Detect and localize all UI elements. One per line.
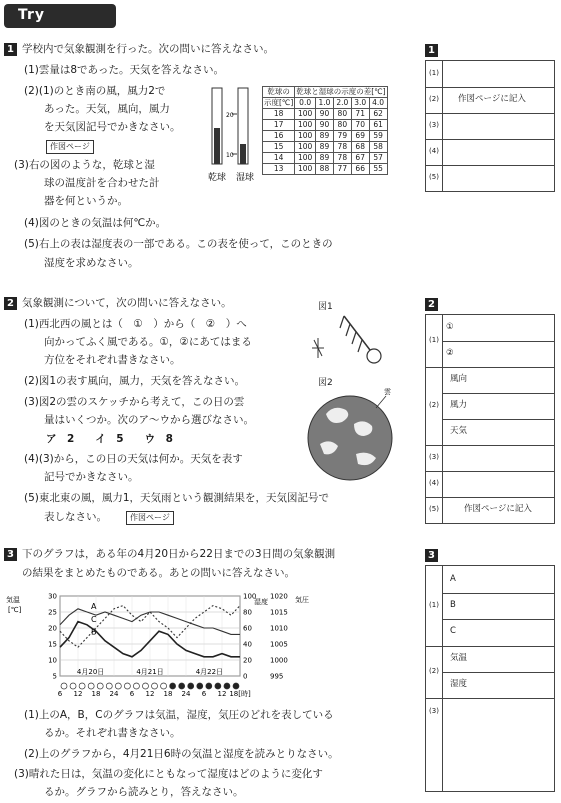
table-row <box>263 120 388 131</box>
date-label: 4月21日 <box>136 668 164 676</box>
table-col: 1.0 <box>316 98 334 109</box>
mid-tick-label: 0 <box>243 672 248 681</box>
mid-tick-label: 100 <box>243 592 257 601</box>
table-col: 4.0 <box>369 98 387 109</box>
series-C-label: C <box>91 614 97 624</box>
q1-item-2c: を天気図記号でかきなさい。 <box>44 121 181 133</box>
table-cell: 88 <box>316 164 334 175</box>
q2-item-5b: 表しなさい。 <box>44 511 107 523</box>
table-col: 0.0 <box>295 98 316 109</box>
answer1-number: 1 <box>425 44 438 57</box>
table-cell: 100 <box>295 131 316 142</box>
table-cell: 100 <box>295 120 316 131</box>
table-cell: 69 <box>351 131 369 142</box>
table-cell: 14 <box>263 153 295 164</box>
q2-number: 2 <box>4 297 17 310</box>
table-cell: 89 <box>316 142 334 153</box>
right-tick-label: 1015 <box>270 608 288 617</box>
wet-bulb-label: 湿球 <box>236 173 255 183</box>
table-cell: 100 <box>295 142 316 153</box>
q1-item-4: (4)図のときの気温は何℃か。 <box>24 217 167 229</box>
table-row <box>263 153 388 164</box>
table-row <box>263 164 388 175</box>
banner-title: Try <box>18 7 46 23</box>
q2-item-4a: (4)(3)から，この日の天気は何か。天気を表す <box>24 453 243 465</box>
weather-symbol <box>161 683 167 689</box>
weather-symbol <box>188 683 194 689</box>
q2-item-1b: 向かってふく風である。①，②にあてはまる <box>44 336 252 348</box>
q1-intro: 学校内で気象観測を行った。次の問いに答えなさい。 <box>22 43 274 55</box>
table-col: 2.0 <box>333 98 351 109</box>
dry-bulb-label: 乾球 <box>208 173 227 183</box>
table-cell: 70 <box>351 120 369 131</box>
left-tick-label: 20 <box>48 624 57 633</box>
table-cell: 79 <box>333 131 351 142</box>
table-row <box>263 142 388 153</box>
left-tick-label: 30 <box>48 592 57 601</box>
table-header-unit: 示度[℃] <box>264 98 294 107</box>
q1-item-1: (1)雲量は8であった。天気を答えなさい。 <box>24 64 224 76</box>
wet-bulb-mercury <box>240 144 246 164</box>
mid-tick-label: 80 <box>243 608 252 617</box>
right-tick-label: 995 <box>270 672 284 681</box>
table-cell: 100 <box>295 153 316 164</box>
mid-tick-label: 60 <box>243 624 252 633</box>
answer2-box: (1) ① ② (2) 風向 風力 天気 (3) (4) (5) 作図ページに記入 <box>425 314 555 524</box>
series-A-label: A <box>91 602 97 611</box>
x-tick-label: 12 <box>217 690 227 698</box>
q1-item-2a: (2)(1)のとき南の風，風力2で <box>24 85 166 97</box>
weather-symbol <box>115 683 121 689</box>
q3-intro-2: の結果をまとめたものである。あとの問いに答えなさい。 <box>22 567 295 579</box>
q2-item-5a: (5)東北東の風，風力1，天気雨という観測結果を，天気図記号で <box>24 492 330 504</box>
q3-item-1b: るか。それぞれ書きなさい。 <box>44 727 181 739</box>
q1-item-5b: 湿度を求めなさい。 <box>44 257 139 269</box>
weather-symbol <box>152 683 158 689</box>
weather-symbol <box>88 683 94 689</box>
table-cell: 77 <box>333 164 351 175</box>
table-header-dry: 乾球の <box>263 87 295 98</box>
right-tick-label: 1005 <box>270 640 288 649</box>
q2-sakuzu-label: 作図ページ <box>126 511 174 525</box>
table-cell: 57 <box>369 153 387 164</box>
x-tick-label: 6 <box>57 690 63 698</box>
left-tick-label: 15 <box>48 640 57 649</box>
x-tick-label: 6 <box>201 690 207 698</box>
q3-item-3a: (3)晴れた日は，気温の変化にともなって湿度はどのように変化す <box>14 768 323 780</box>
q3-intro-1: 下のグラフは，ある年の4月20日から22日までの3日間の気象観測 <box>22 548 336 560</box>
q3-number: 3 <box>4 548 17 561</box>
q1-sakuzu-label: 作図ページ <box>46 140 94 154</box>
weather-symbol-figure <box>308 312 388 374</box>
tick-10: 10 <box>226 152 234 159</box>
q2-intro: 気象観測について，次の問いに答えなさい。 <box>22 297 232 309</box>
table-cell: 67 <box>351 153 369 164</box>
weather-symbol <box>133 683 139 689</box>
mid-tick-label: 20 <box>243 656 252 665</box>
q2-item-4b: 記号でかきなさい。 <box>44 471 139 483</box>
right-tick-label: 1010 <box>270 624 288 633</box>
table-cell: 71 <box>351 109 369 120</box>
table-cell: 18 <box>263 109 295 120</box>
answer3-number: 3 <box>425 549 438 562</box>
mid-tick-label: 40 <box>243 640 252 649</box>
weather-symbol <box>70 683 76 689</box>
ylabel-left-unit: [℃] <box>8 606 22 614</box>
x-tick-label: 24 <box>109 690 119 698</box>
table-cell: 80 <box>333 120 351 131</box>
q2-choices: ア 2 イ 5 ウ 8 <box>46 433 173 445</box>
q2-item-1c: 方位をそれぞれ書きなさい。 <box>44 354 181 366</box>
weather-symbol <box>206 683 212 689</box>
sky-sketch-figure <box>306 384 402 484</box>
table-cell: 90 <box>316 120 334 131</box>
weather-symbol <box>61 683 67 689</box>
table-cell: 89 <box>316 131 334 142</box>
table-cell: 58 <box>369 142 387 153</box>
weather-symbol <box>233 683 239 689</box>
q3-item-1a: (1)上のA，B，Cのグラフは気温，湿度，気圧のどれを表している <box>24 709 334 721</box>
date-label: 4月20日 <box>76 668 105 676</box>
q1-item-3c: 器を何というか。 <box>44 195 128 207</box>
x-tick-label: 18[時] <box>229 690 251 698</box>
table-col: 3.0 <box>351 98 369 109</box>
table-cell: 15 <box>263 142 295 153</box>
series-B-label: B <box>91 627 97 637</box>
table-cell: 90 <box>316 109 334 120</box>
right-tick-label: 1000 <box>270 656 288 665</box>
q1-item-5a: (5)右上の表は湿度表の一部である。この表を使って，このときの <box>24 238 333 250</box>
x-tick-label: 12 <box>73 690 83 698</box>
right-tick-label: 1020 <box>270 592 288 601</box>
left-tick-label: 5 <box>52 672 57 681</box>
weather-symbol <box>79 683 85 689</box>
table-cell: 68 <box>351 142 369 153</box>
ylabel-left: 気温 <box>6 596 20 604</box>
table-header-diff: 乾球と湿球の示度の差[℃] <box>296 87 386 96</box>
station-circle <box>367 349 381 363</box>
weather-symbol <box>179 683 185 689</box>
table-cell: 13 <box>263 164 295 175</box>
table-cell: 62 <box>369 109 387 120</box>
q3-item-2: (2)上のグラフから，4月21日6時の気温と湿度を読みとりなさい。 <box>24 748 339 760</box>
weather-symbol <box>142 683 148 689</box>
q1-item-3b: 球の温度計を合わせた計 <box>44 177 160 189</box>
table-cell: 55 <box>369 164 387 175</box>
table-cell: 17 <box>263 120 295 131</box>
table-cell: 78 <box>333 142 351 153</box>
fig2-label: 図2 <box>318 378 333 388</box>
q2-item-3b: 量はいくつか。次のア〜ウから選びなさい。 <box>44 414 254 426</box>
x-tick-label: 24 <box>181 690 191 698</box>
try-banner <box>4 4 116 28</box>
answer1-note: 作図ページに記入 <box>458 94 526 104</box>
weather-symbol <box>124 683 130 689</box>
answer2-number: 2 <box>425 298 438 311</box>
answer1-box: (1) (2) 作図ページに記入 (3) (4) (5) <box>425 60 555 192</box>
left-tick-label: 25 <box>48 608 57 617</box>
dry-bulb-mercury <box>214 128 220 164</box>
x-tick-label: 18 <box>163 690 173 698</box>
table-cell: 66 <box>351 164 369 175</box>
table-cell: 61 <box>369 120 387 131</box>
ylabel-mid: 湿度 <box>254 598 268 606</box>
cloud-label: 雲 <box>384 388 391 396</box>
table-cell: 100 <box>295 164 316 175</box>
ylabel-right: 気圧 <box>295 596 309 604</box>
left-tick-label: 10 <box>48 656 57 665</box>
table-row <box>263 131 388 142</box>
table-cell: 16 <box>263 131 295 142</box>
x-tick-label: 12 <box>145 690 155 698</box>
q2-item-2: (2)図1の表す風向，風力，天気を答えなさい。 <box>24 375 246 387</box>
fig1-label: 図1 <box>318 302 333 312</box>
table-cell: 80 <box>333 109 351 120</box>
q1-item-2b: あった。天気，風向，風力 <box>44 103 170 115</box>
humidity-table <box>262 86 388 175</box>
q1-number: 1 <box>4 43 17 56</box>
table-cell: 78 <box>333 153 351 164</box>
tick-20: 20 <box>226 112 234 119</box>
weather-symbol <box>197 683 203 689</box>
q2-item-3a: (3)図2の雲のスケッチから考えて，この日の雲 <box>24 396 245 408</box>
table-cell: 100 <box>295 109 316 120</box>
q1-item-3a: (3)右の図のような，乾球と湿 <box>14 159 155 171</box>
weather-chart <box>4 588 309 698</box>
table-cell: 89 <box>316 153 334 164</box>
weather-symbol <box>106 683 112 689</box>
x-tick-label: 6 <box>129 690 135 698</box>
table-row <box>263 109 388 120</box>
answer3-box: (1) A B C (2) 気温 湿度 (3) <box>425 565 555 792</box>
weather-symbol <box>215 683 221 689</box>
psychrometer-figure <box>208 84 264 184</box>
weather-symbol <box>170 683 176 689</box>
weather-symbol <box>224 683 230 689</box>
weather-symbol <box>97 683 103 689</box>
x-tick-label: 18 <box>91 690 101 698</box>
table-cell: 59 <box>369 131 387 142</box>
date-label: 4月22日 <box>195 668 224 676</box>
q2-item-1a: (1)西北西の風とは（ ① ）から（ ② ）へ <box>24 318 247 330</box>
q3-item-3b: るか。グラフから読みとり，答えなさい。 <box>44 786 244 798</box>
